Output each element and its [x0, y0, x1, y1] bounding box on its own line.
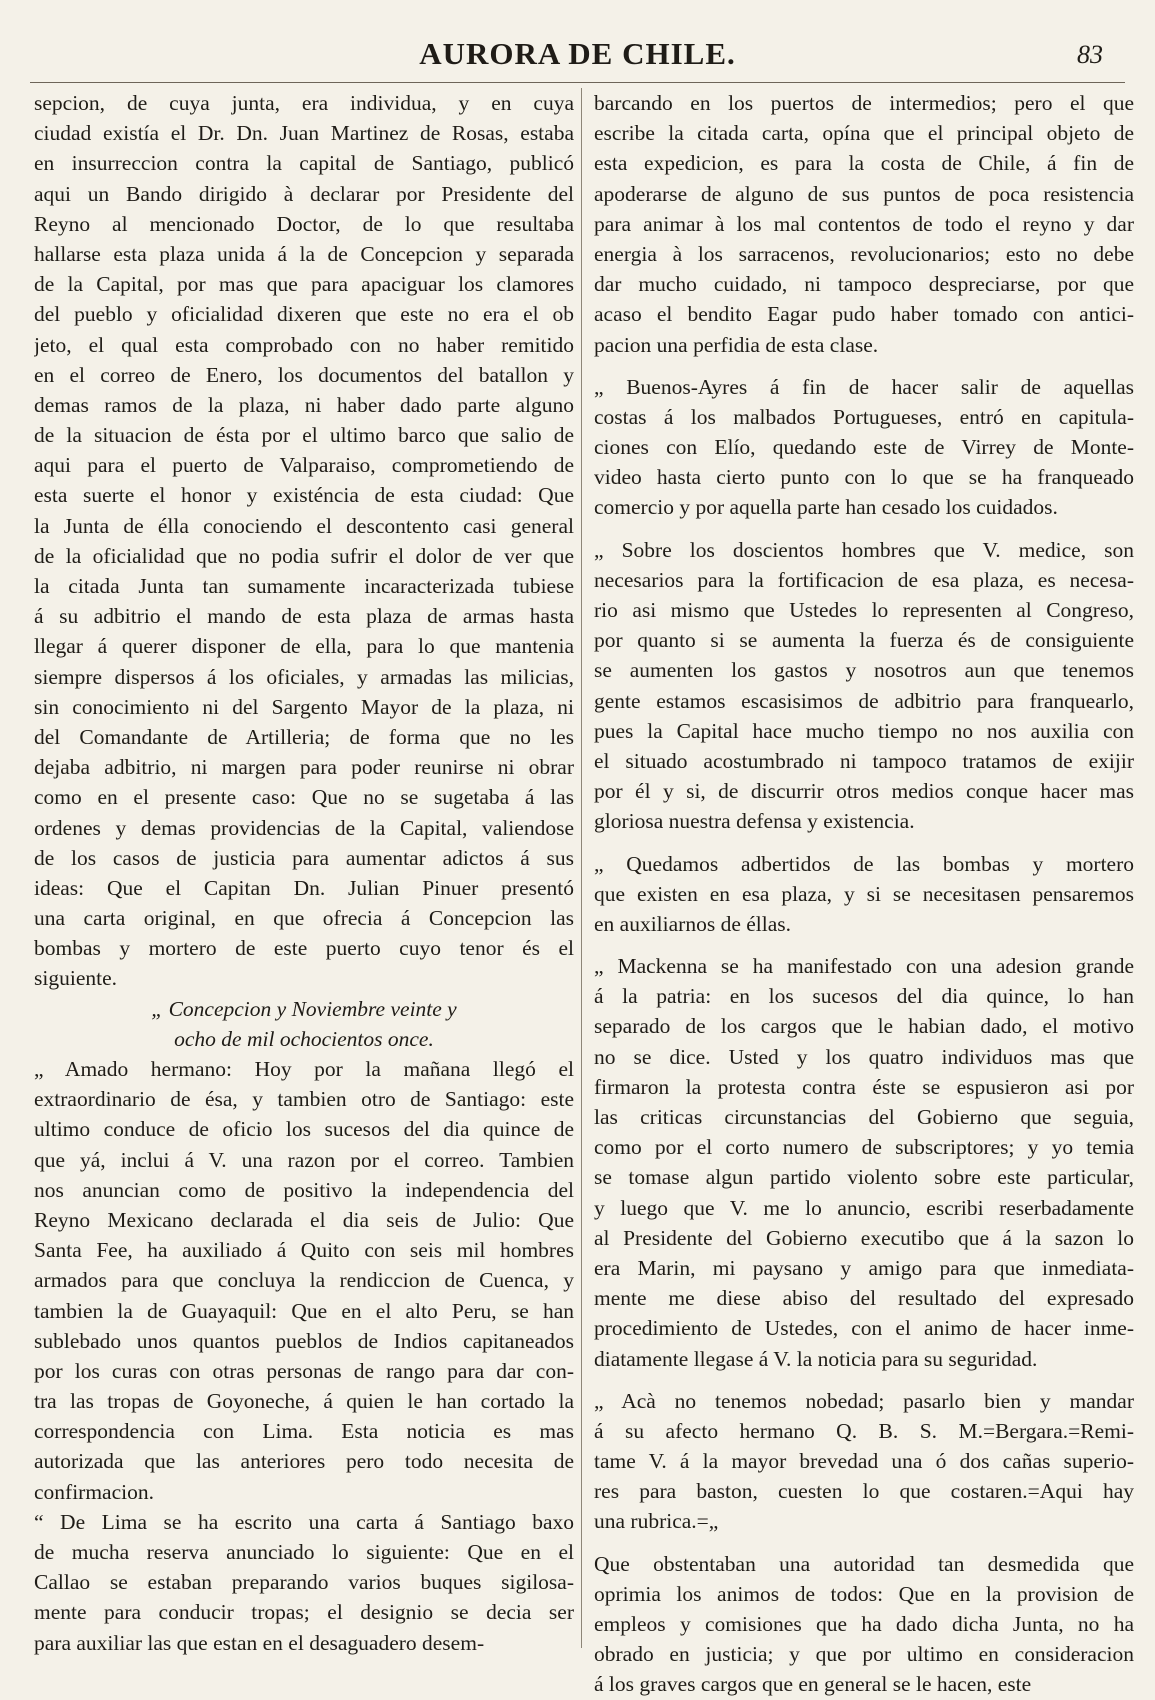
text-line: en insurreccion contra la capital de Santiago, publicó — [34, 151, 574, 176]
right-column — [594, 88, 1134, 1700]
text-line: era Marin, mi paysano y amigo para que inmediata- — [594, 1255, 1134, 1280]
text-line: Reyno al mencionado Doctor, de lo que resultaba — [34, 211, 574, 236]
paragraph-gap — [594, 1537, 1134, 1549]
text-line: llegar á querer disponer de ella, para lo que mantenia — [34, 634, 574, 659]
text-line: en el correo de Enero, los documentos del batallon y — [34, 362, 574, 387]
text-line: autorizada que las anteriores pero todo necesita de — [34, 1449, 574, 1474]
text-line: sublebado unos quantos pueblos de Indios capitaneados — [34, 1328, 574, 1353]
text-line: siguiente. — [34, 966, 117, 991]
text-line: siempre dispersos á los oficiales, y armadas las milicias, — [34, 664, 574, 689]
text-line: á la patria: en los sucesos del dia quince, lo han — [594, 984, 1134, 1009]
text-line: por los curas con otras personas de rango para dar con- — [34, 1358, 574, 1383]
text-line: una rubrica.=„ — [594, 1509, 719, 1534]
text-line: pacion una perfidia de esta clase. — [594, 332, 879, 357]
text-line: „ Buenos-Ayres á fin de hacer salir de aquellas — [594, 374, 1134, 399]
text-line: „ Mackenna se ha manifestado con una adesion grande — [594, 954, 1134, 979]
header-rule — [30, 82, 1125, 83]
text-line: ciones con Elío, quedando este de Virrey de Monte- — [594, 435, 1134, 460]
text-line: tra las tropas de Goyoneche, á quien le han cortado la — [34, 1389, 574, 1414]
text-line: ultimo conduce de oficio los sucesos del dia quince de — [34, 1117, 574, 1142]
text-line: de la Capital, por mas que para apaciguar los clamores — [34, 272, 574, 297]
text-line: res para baston, cuesten lo que costaren.=Aqui hay — [594, 1479, 1134, 1504]
paragraph-gap — [594, 837, 1134, 849]
text-line: el situado acostumbrado ni tampoco tratamos de exijir — [594, 748, 1134, 773]
text-line: se aumenten los gastos y nosotros aun que tenemos — [594, 658, 1134, 683]
text-line: del Comandante de Artilleria; de forma que no les — [34, 724, 574, 749]
text-line: la Junta de élla conociendo el descontento casi general — [34, 513, 574, 538]
text-line: sepcion, de cuya junta, era individua, y en cuya — [34, 91, 574, 115]
text-line: ordenes y demas providencias de la Capital, valiendose — [34, 815, 574, 840]
text-line: diatamente llegase á V. la noticia para su seguridad. — [594, 1346, 1038, 1371]
text-line: apoderarse de alguno de sus puntos de poca resistencia — [594, 181, 1134, 206]
text-line: extraordinario de ésa, y tambien otro de Santiago: este — [34, 1087, 574, 1112]
page-header — [0, 36, 1155, 76]
text-line: necesarios para la fortificacion de esa plaza, es necesa- — [594, 567, 1134, 592]
text-line: hallarse esta plaza unida á la de Concepcion y separada — [34, 241, 574, 266]
text-line: para auxiliar las que estan en el desaguadero desem- — [34, 1630, 485, 1655]
text-line: nos anuncian como de positivo la independencia del — [34, 1177, 574, 1202]
text-line: dar mucho cuidado, ni tampoco despreciarse, por que — [594, 272, 1134, 297]
text-line: acaso el bendito Eagar pudo haber tomado con antici- — [594, 302, 1134, 327]
text-line: mente para conducir tropas; el designio se decia ser — [34, 1600, 574, 1625]
left-column — [34, 88, 574, 1658]
text-line: ciudad existía el Dr. Dn. Juan Martinez de Rosas, estaba — [34, 121, 574, 146]
text-line: tambien la de Guayaquil: Que en el alto Peru, se han — [34, 1298, 574, 1323]
text-line: comercio y por aquella parte han cesado los cuidados. — [594, 495, 1058, 520]
paragraph-gap — [594, 360, 1134, 372]
running-title: AURORA DE CHILE. — [419, 36, 736, 71]
text-line: gente estamos escasisimos de adbitrio para franquearlo, — [594, 688, 1134, 713]
text-line: „ Sobre los doscientos hombres que V. medice, son — [594, 537, 1134, 562]
column-divider — [581, 88, 582, 1648]
text-line: Que obstentaban una autoridad tan desmedida que — [594, 1551, 1134, 1576]
text-line: para animar à los mal contentos de todo el reyno y dar — [594, 211, 1134, 236]
text-line: barcando en los puertos de intermedios; pero el que — [594, 91, 1134, 115]
text-line: dejaba adbitrio, ni margen para poder reunirse ni obrar — [34, 755, 574, 780]
paragraph-gap — [594, 939, 1134, 951]
text-line: de la situacion de ésta por el ultimo barco que salio de — [34, 423, 574, 448]
text-line: oprimia los animos de todos: Que en la provision de — [594, 1581, 1134, 1606]
text-line: aqui para el puerto de Valparaiso, comprometiendo de — [34, 453, 574, 478]
text-line: costas á los malbados Portugueses, entró en capitula- — [594, 404, 1134, 429]
text-line: separado de los cargos que le habian dado, el motivo — [594, 1014, 1134, 1039]
page-number: 83 — [1077, 40, 1103, 69]
text-line: jeto, el qual esta comprobado con no haber remitido — [34, 332, 574, 357]
text-line: ocho de mil ochocientos once. — [174, 1026, 434, 1051]
text-line: „ Acà no tenemos nobedad; pasarlo bien y mandar — [594, 1388, 1134, 1413]
text-line: esta expedicion, es para la costa de Chile, á fin de — [594, 151, 1134, 176]
text-line: de la oficialidad que no podia sufrir el dolor de ver que — [34, 543, 574, 568]
text-line: pues la Capital hace mucho tiempo no nos auxilia con — [594, 718, 1134, 743]
text-line: de los casos de justicia para aumentar adictos á sus — [34, 845, 574, 870]
text-line: á su adbitrio el mando de esta plaza de armas hasta — [34, 604, 574, 629]
text-line: energia à los sarracenos, revolucionarios; esto no debe — [594, 241, 1134, 266]
text-line: Reyno Mexicano declarada el dia seis de Julio: Que — [34, 1207, 574, 1232]
text-line: mente me diese abiso del resultado del expresado — [594, 1286, 1134, 1311]
text-line: video hasta cierto punto con lo que se ha franqueado — [594, 465, 1134, 490]
paragraph-gap — [594, 1374, 1134, 1386]
text-line: ideas: Que el Capitan Dn. Julian Pinuer presentó — [34, 875, 574, 900]
text-line: Callao se estaban preparando varios buques sigilosa- — [34, 1570, 574, 1595]
text-line: procedimiento de Ustedes, con el animo de hacer inme- — [594, 1316, 1134, 1341]
text-line: se tomase algun partido violento sobre este particular, — [594, 1165, 1134, 1190]
text-line: aqui un Bando dirigido à declarar por Presidente del — [34, 181, 574, 206]
text-line: á su afecto hermano Q. B. S. M.=Bergara.=Remi- — [594, 1418, 1134, 1443]
text-line: “ De Lima se ha escrito una carta á Santiago baxo — [34, 1509, 574, 1534]
text-line: del pueblo y oficialidad dixeren que este no era el ob — [34, 302, 574, 327]
text-line: á los graves cargos que en general se le hacen, este — [594, 1672, 1032, 1697]
text-line: que yá, inclui á V. una razon por el correo. Tambien — [34, 1147, 574, 1172]
text-line: por quanto si se aumenta la fuerza és de consiguiente — [594, 628, 1134, 653]
text-line: bombas y mortero de este puerto cuyo tenor és el — [34, 936, 574, 961]
text-line: „ Concepcion y Noviembre veinte y — [151, 996, 457, 1021]
text-line: las criticas circunstancias del Gobierno que seguia, — [594, 1105, 1134, 1129]
text-line: de mucha reserva anunciado lo siguiente: Que en el — [34, 1540, 574, 1564]
text-line: como en el presente caso: Que no se sugetaba á las — [34, 785, 574, 810]
text-line: al Presidente del Gobierno executibo que á la sazon lo — [594, 1225, 1134, 1250]
text-line: una carta original, en que ofrecia á Concepcion las — [34, 906, 574, 931]
text-line: „ Quedamos adbertidos de las bombas y mortero — [594, 851, 1134, 876]
text-line: confirmacion. — [34, 1479, 154, 1504]
text-line: tame V. á la mayor brevedad una ó dos cañas superio- — [594, 1449, 1134, 1474]
paragraph-gap — [594, 523, 1134, 535]
text-line: escribe la citada carta, opína que el principal objeto de — [594, 121, 1134, 146]
text-line: en auxiliarnos de éllas. — [594, 911, 792, 936]
text-line: armados para que concluya la rendiccion de Cuenca, y — [34, 1268, 574, 1293]
text-line: no se dice. Usted y los quatro individuos mas que — [594, 1044, 1134, 1069]
text-line: por él y si, de discurrir otros medios conque hacer mas — [594, 779, 1134, 804]
text-line: „ Amado hermano: Hoy por la mañana llegó el — [34, 1057, 574, 1081]
text-line: que existen en esa plaza, y si se necesitasen pensaremos — [594, 881, 1134, 906]
text-line: rio asi mismo que Ustedes lo representen al Congreso, — [594, 598, 1134, 622]
text-line: como por el corto numero de subscriptores; y yo temia — [594, 1135, 1134, 1160]
text-line: esta suerte el honor y existéncia de esta ciudad: Que — [34, 483, 574, 508]
text-line: Santa Fee, ha auxiliado á Quito con seis mil hombres — [34, 1238, 574, 1263]
text-line: y luego que V. me lo anuncio, escribi reserbadamente — [594, 1195, 1134, 1220]
text-line: sin conocimiento ni del Sargento Mayor de la plaza, ni — [34, 694, 574, 719]
text-line: demas ramos de la plaza, ni haber dado parte alguno — [34, 392, 574, 417]
text-line: obrado en justicia; y que por ultimo en consideracion — [594, 1642, 1134, 1667]
text-line: empleos y comisiones que ha dado dicha Junta, no ha — [594, 1612, 1134, 1636]
text-line: correspondencia con Lima. Esta noticia es mas — [34, 1419, 574, 1444]
text-line: firmaron la protesta contra éste se espusieron asi por — [594, 1074, 1134, 1099]
text-line: la citada Junta tan sumamente incaracterizada tubiese — [34, 574, 574, 598]
text-line: gloriosa nuestra defensa y existencia. — [594, 809, 915, 834]
